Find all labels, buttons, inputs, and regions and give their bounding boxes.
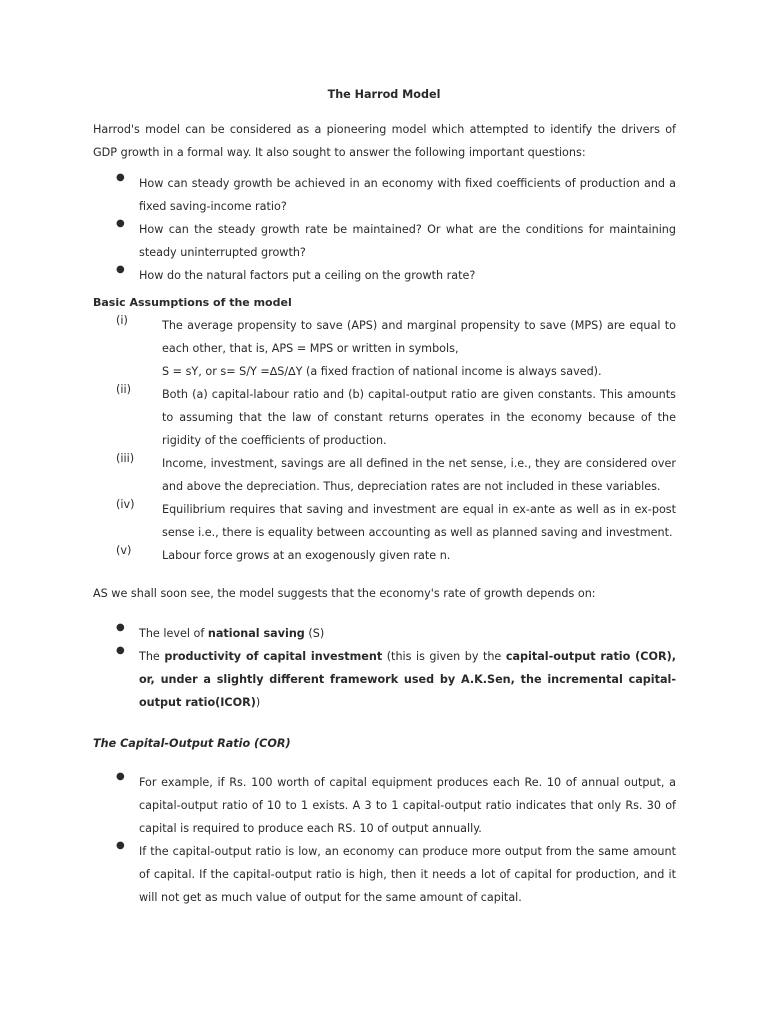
bullet-icon: ●: [116, 172, 125, 183]
bold-term: capital-output ratio (COR), or, under a slightly different framework used by A.K.Sen, the incremental capital-output ratio(ICOR): [139, 650, 676, 709]
list-item: [0, 645, 768, 714]
text-span: The: [139, 650, 165, 663]
bullet-icon: ●: [116, 771, 125, 782]
list-item: [0, 544, 768, 567]
bold-term: national saving: [207, 627, 305, 640]
item-number: (iv): [116, 498, 135, 511]
page-title: The Harrod Model: [327, 88, 441, 101]
bullet-icon: ●: [116, 622, 125, 633]
bullet-icon: ●: [116, 645, 125, 656]
item-number: (ii): [116, 383, 131, 396]
question-text: How do the natural factors put a ceiling on the growth rate?: [139, 269, 476, 282]
item-text: Equilibrium requires that saving and investment are equal in ex-ante as well as in ex-post sense i.e., there is equality between accounting as well as planned saving and investment.: [162, 503, 676, 539]
list-item: [0, 264, 768, 287]
item-text: Labour force grows at an exogenously given rate n.: [162, 549, 451, 562]
item-text: The average propensity to save (APS) and marginal propensity to save (MPS) are equal to each other, that is, APS = MPS or written in symbols,: [162, 319, 676, 355]
list-item: [0, 218, 768, 264]
item-text: Income, investment, savings are all defined in the net sense, i.e., they are considered over and above the depreciation. Thus, depreciation rates are not included in these variables.: [162, 457, 676, 493]
cor-heading: The Capital-Output Ratio (COR): [93, 737, 291, 750]
growth-factor-text: [139, 622, 676, 645]
list-item: [0, 172, 768, 218]
intro-paragraph: Harrod's model can be considered as a pioneering model which attempted to identify the drivers of GDP growth in a formal way. It also sought to answer the following important questions:: [93, 123, 676, 159]
list-item: [0, 498, 768, 544]
questions-list: [0, 172, 768, 287]
cor-point-text: For example, if Rs. 100 worth of capital equipment produces each Re. 10 of annual output, a capital-output ratio of 10 to 1 exists. A 3 to 1 capital-output ratio indicates that only Rs. 30 of capital is required to produce each RS. 10 of output annually.: [139, 776, 676, 835]
list-item: [0, 622, 768, 645]
question-text: How can the steady growth rate be maintained? Or what are the conditions for maintaining steady uninterrupted growth?: [139, 223, 676, 259]
text-span: (this is given by the: [382, 650, 506, 663]
text-span: (S): [304, 627, 325, 640]
growth-factors-list: [0, 622, 768, 714]
item-formula: S = sY, or s= S/Y =∆S/∆Y (a fixed fraction of national income is always saved).: [162, 365, 602, 378]
text-span: The level of: [139, 627, 208, 640]
item-number: (iii): [116, 452, 135, 465]
cor-points-list: [0, 771, 768, 909]
growth-intro-paragraph: AS we shall soon see, the model suggests that the economy's rate of growth depends on:: [93, 587, 596, 600]
list-item: [0, 314, 768, 383]
question-text: How can steady growth be achieved in an economy with fixed coefficients of production and a fixed saving-income ratio?: [139, 177, 676, 213]
text-span: ): [255, 696, 261, 709]
bullet-icon: ●: [116, 218, 125, 229]
bold-term: productivity of capital investment: [164, 650, 383, 663]
bullet-icon: ●: [116, 264, 125, 275]
growth-factor-text: [139, 645, 676, 714]
item-number: (i): [116, 314, 128, 327]
cor-point-text: If the capital-output ratio is low, an economy can produce more output from the same amount of capital. If the capital-output ratio is high, then it needs a lot of capital for production, and it will not get as much value of output for the same amount of capital.: [139, 845, 676, 904]
item-number: (v): [116, 544, 132, 557]
list-item: [0, 771, 768, 840]
item-text: Both (a) capital-labour ratio and (b) capital-output ratio are given constants. This amounts to assuming that the law of constant returns operates in the economy because of the rigidity of the coefficients of production.: [162, 388, 676, 447]
assumptions-list: [0, 314, 768, 567]
list-item: [0, 383, 768, 452]
list-item: [0, 452, 768, 498]
bullet-icon: ●: [116, 840, 125, 851]
list-item: [0, 840, 768, 909]
assumptions-heading: Basic Assumptions of the model: [93, 296, 292, 309]
